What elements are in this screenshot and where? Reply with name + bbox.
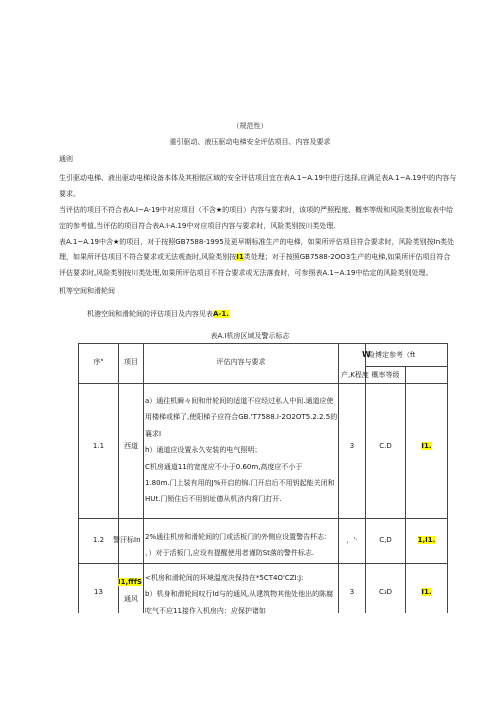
header-seq: 序" bbox=[93, 358, 104, 366]
header-content: 评估内容与要求 bbox=[216, 358, 266, 366]
row-item: 通风 bbox=[124, 595, 138, 603]
general-para3-line2 bbox=[59, 252, 450, 262]
header-probability: 概率等级 bbox=[371, 371, 400, 379]
content-line: 襄求I bbox=[145, 429, 162, 438]
content-line: a）通往机瞬々间和卅轮间的适道不应经过私人中间.通道应使 bbox=[145, 397, 334, 405]
header-ref-label: 险博定参考（ft bbox=[368, 351, 416, 359]
row-severity: ，'· bbox=[346, 536, 358, 544]
general-para2-line1: 当评估的项目不符合表A.I~A-19中对应项目（不含★的项目）内容与要求时，该项的严照程度、概率等级和风险类别宜取表中给 bbox=[59, 206, 454, 214]
general-para2-line2: 定的参考值,当评估的项目符合表A.I-A.19中对应项目内容与要求时，风险类别按川类处理. bbox=[59, 222, 336, 230]
general-para1-line2: 要求。 bbox=[59, 190, 80, 198]
row-seq: 1.2 bbox=[92, 536, 105, 544]
row-severity: 3 bbox=[349, 588, 355, 596]
annex-title: 重引驱动、液压驱动电梯安全评估项目、内容及要求 bbox=[169, 138, 331, 146]
content-line: 2%通往机房和滑轮间的门或活板门的外侧应设置警告杯志： bbox=[145, 533, 332, 541]
row-item: 警汗标In bbox=[113, 536, 141, 544]
header-item: 项目 bbox=[124, 358, 138, 366]
section-intro-table-ref: A-1. bbox=[213, 310, 229, 318]
general-para3-line3: 评估要求时,风险类别按川类处理,如果所评估项目不符合要求或无法落查时，可参照表A.1~A.19中给定的风险类别处理。 bbox=[59, 269, 433, 277]
row-severity: 3 bbox=[349, 442, 355, 450]
header-severity: 产,K程度 bbox=[341, 371, 369, 379]
row-content bbox=[145, 393, 345, 508]
section-intro bbox=[87, 309, 229, 319]
general-para3-line1: 表A.1~A.19中含★的项目，对于按照GB7588-1995及更早期标准生产的电梯，如果所评估项目符合要求时，风险类别按In类处 bbox=[59, 238, 455, 246]
content-line: 1.80m.门上装有用的J%开启的锦.门开启后不用钥起能关闭和 bbox=[145, 479, 335, 488]
annex-normative-label: （规范性） bbox=[232, 122, 268, 130]
content-line: HUt.门锁住后不用钥址德从机济内将门打开. bbox=[145, 495, 282, 504]
general-para1-line1: 生引驱动电梯、液出驱动电梯设备本体及其相铭区域的安全评估项目宜在表A.1~A.19中进行选择,应满足表A.1~A.19中的内容与 bbox=[59, 174, 457, 182]
row-probability: C₃D bbox=[378, 588, 393, 596]
row-risk: I1. bbox=[421, 442, 432, 450]
row-item: 西道 bbox=[124, 442, 138, 450]
general-heading: 通则 bbox=[59, 155, 73, 163]
row-probability: C.D bbox=[379, 442, 392, 450]
content-line: 吃气不应11接作入机房内：应保护诸如 bbox=[145, 606, 266, 615]
row-item-code: I1,fffS bbox=[118, 578, 142, 586]
row-risk: 1,I1. bbox=[417, 536, 436, 544]
header-ref-w: W bbox=[362, 350, 371, 359]
table-caption: 表A.I机房区域及警示标志 bbox=[210, 332, 290, 340]
content-line: h）通道应设置永久安装的电气照明； bbox=[145, 446, 262, 455]
general-para3-line2-end: 类处理；对于按照GB7588-2OO3生产的电梯,如果所评估项目符合 bbox=[243, 253, 451, 261]
general-para3-line2-start: 理，如果所评估项目不符合要求或无法观查时,风险类别按 bbox=[59, 253, 237, 261]
row-probability: C,D bbox=[379, 536, 392, 544]
section-intro-text: 机港空间和滑轮间的评估项目及内容见表 bbox=[87, 310, 213, 318]
row-content bbox=[145, 570, 345, 619]
content-line: 用楼梯或梯了,使阳梯子应符合GB.'T7588.I-2O2OT5.2.2.5的 bbox=[145, 413, 338, 422]
risk-class-highlight: I1 bbox=[236, 253, 244, 261]
content-line: ，）对于活板门,应设有提醒使用者谨防St落的警件标志. bbox=[145, 549, 315, 558]
row-content bbox=[145, 529, 345, 562]
section-heading: 机等空间和滑轮间 bbox=[59, 287, 115, 295]
row-seq: 1.1 bbox=[92, 442, 105, 450]
row-risk: I1. bbox=[421, 588, 432, 596]
content-line: C机房通道11的宽度应不小于0.60m,高度应不小于 bbox=[145, 462, 303, 471]
row-seq: 13 bbox=[94, 588, 103, 596]
content-line: b）机身和滑轮间叹行Id与的通风,从建筑物其他处他出的陈腐 bbox=[145, 590, 334, 599]
content-line: <机房和滑轮间的环境温度决保持在*5CT4O'CZI:J: bbox=[145, 574, 304, 582]
